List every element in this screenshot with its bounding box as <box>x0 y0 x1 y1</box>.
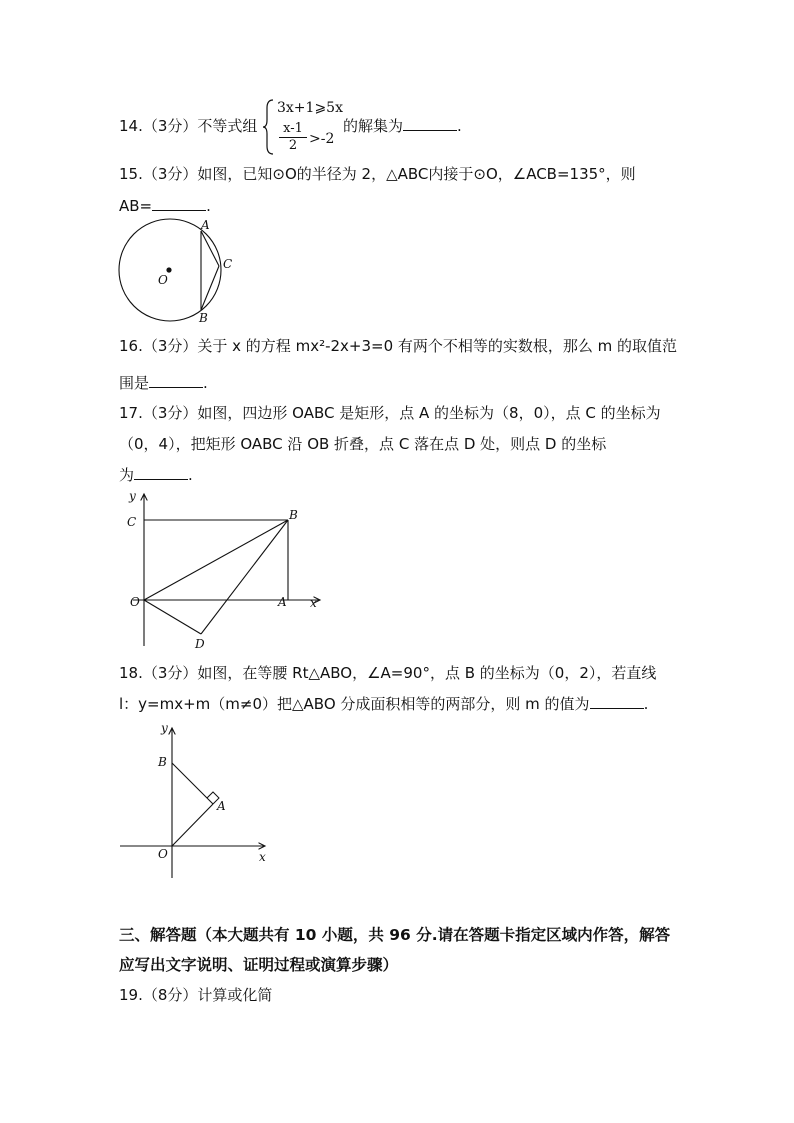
q16-line-2 <box>119 373 208 393</box>
q17-period: . <box>188 466 193 484</box>
q14-fraction <box>279 121 307 154</box>
q14-answer-blank <box>403 116 457 131</box>
q15-label-c: C <box>223 257 233 271</box>
q17-answer-blank <box>134 465 188 480</box>
q14-suffix-text: 的解集为 <box>343 117 404 135</box>
section-3-heading-line-2: 应写出文字说明、证明过程或演算步骤） <box>119 956 399 974</box>
q18-answer-blank <box>590 694 644 709</box>
q19-line: 19.（8分）计算或化简 <box>119 986 273 1004</box>
q18-line-2 <box>119 694 648 714</box>
q14-fraction-denominator: 2 <box>288 138 298 153</box>
q14-inequality-1: 3x+1⩾5x <box>277 100 343 116</box>
q15-segment-cb <box>201 266 219 310</box>
q17-label-o: O <box>130 595 140 609</box>
q17-rectangle-fold-figure <box>115 488 335 653</box>
q17-line-2: （0，4），把矩形 OABC 沿 OB 折叠，点 C 落在点 D 处，则点 D 的坐标 <box>119 435 607 453</box>
q18-label-y: y <box>161 722 168 735</box>
q15-line-2-prefix: AB= <box>119 197 153 215</box>
q18-label-b: B <box>158 755 167 769</box>
q15-answer-blank <box>152 196 206 211</box>
q14-period: . <box>457 117 462 135</box>
q17-label-y: y <box>129 489 136 503</box>
q18-label-o: O <box>158 847 168 861</box>
q18-period: . <box>643 695 649 713</box>
q17-label-b: B <box>289 508 298 522</box>
q17-line-3-prefix: 为 <box>119 466 135 484</box>
section-3-heading-line-1: 三、解答题（本大题共有 10 小题，共 96 分.请在答题卡指定区域内作答，解答 <box>119 926 671 944</box>
q17-diagonal-ob <box>144 520 288 600</box>
q16-period: . <box>203 374 208 392</box>
q15-line-2 <box>119 196 211 216</box>
q15-period: . <box>206 197 211 215</box>
q16-line-2-prefix: 围是 <box>119 374 150 392</box>
q17-label-a: A <box>278 595 287 609</box>
q15-label-o: O <box>158 273 168 287</box>
q18-segment-ao <box>172 804 213 846</box>
q17-segment-od <box>144 600 201 634</box>
q18-triangle-figure <box>115 722 280 882</box>
q14-suffix <box>343 116 462 136</box>
inequality-system-brace <box>262 98 276 156</box>
q15-line-1: 15.（3分）如图，已知⊙O的半径为 2，△ABC内接于⊙O，∠ACB=135°，则 <box>119 165 636 183</box>
q14-prefix: 14.（3分）不等式组 <box>119 117 258 135</box>
q17-label-c: C <box>127 515 137 529</box>
q14-inequality-2-rest: >-2 <box>309 131 335 147</box>
q18-label-x: x <box>259 850 266 864</box>
q18-line-2-prefix: l：y=mx+m（m≠0）把△ABO 分成面积相等的两部分，则 m 的值为 <box>119 695 590 713</box>
q15-label-b: B <box>199 311 208 325</box>
q15-center-point <box>166 267 171 272</box>
q18-line-1: 18.（3分）如图，在等腰 Rt△ABO，∠A=90°，点 B 的坐标为（0，2），若直线 <box>119 664 657 682</box>
q15-label-a: A <box>201 218 210 232</box>
q15-circle-figure <box>115 218 245 328</box>
q17-line-3 <box>119 465 193 485</box>
q17-label-d: D <box>195 637 205 651</box>
q16-line-1: 16.（3分）关于 x 的方程 mx²-2x+3=0 有两个不相等的实数根，那么 m 的取值范 <box>119 337 678 355</box>
q16-answer-blank <box>149 373 203 388</box>
q18-label-a: A <box>217 799 226 813</box>
q14-fraction-numerator: x-1 <box>279 121 307 138</box>
q17-label-x: x <box>310 596 317 610</box>
q17-line-1: 17.（3分）如图，四边形 OABC 是矩形，点 A 的坐标为（8，0），点 C 的坐标为 <box>119 404 661 422</box>
q17-segment-db <box>201 520 288 634</box>
